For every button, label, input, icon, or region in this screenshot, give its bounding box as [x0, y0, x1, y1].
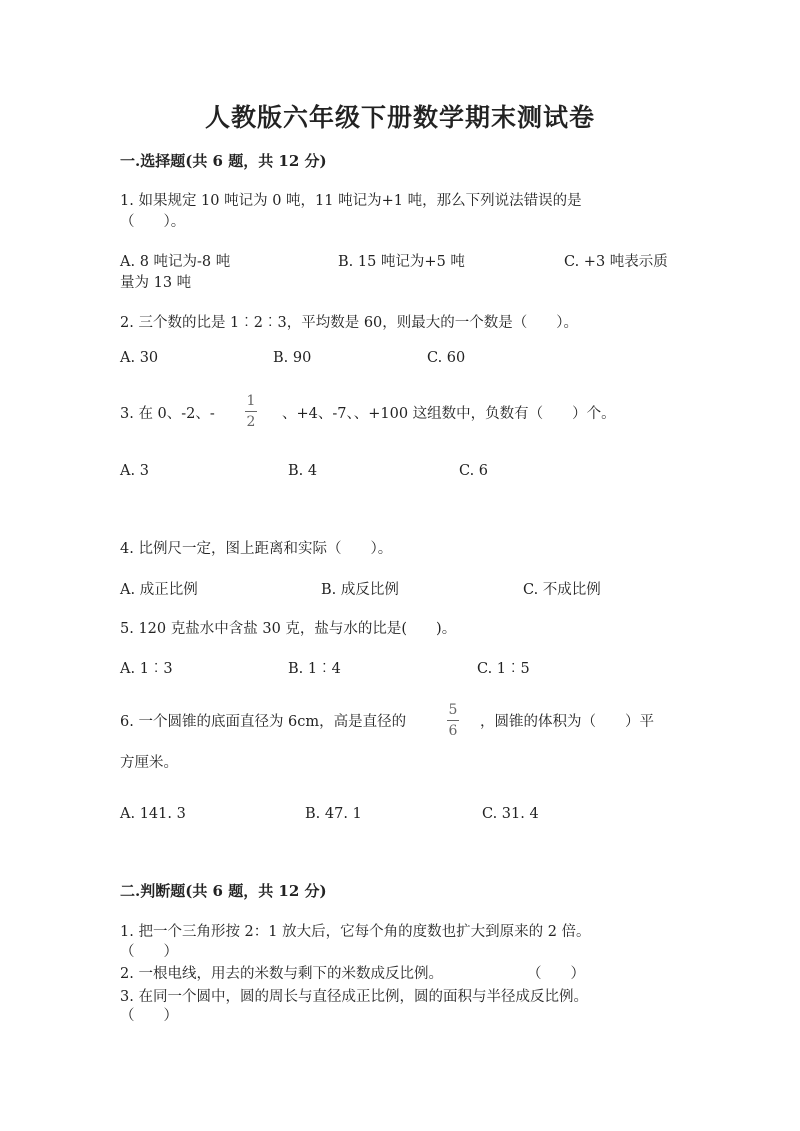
question-1-option-c-continued: 量为 13 吨	[120, 275, 192, 291]
question-2-text: 2. 三个数的比是 1︰2︰3，平均数是 60，则最大的一个数是（ ）。	[120, 315, 579, 331]
question-6-fraction	[447, 702, 459, 739]
section-heading-choice: 一.选择题(共 6 题，共 12 分)	[120, 152, 327, 170]
judgment-1-answer-blank: （ ）	[120, 944, 178, 960]
question-2-option-b: B. 90	[273, 350, 312, 366]
fraction-numerator: 5	[448, 702, 458, 718]
question-3-option-a: A. 3	[120, 463, 149, 479]
section-heading-judgment: 二.判断题(共 6 题，共 12 分)	[120, 882, 327, 900]
fraction-denominator: 2	[246, 414, 256, 430]
question-1-text: 1. 如果规定 10 吨记为 0 吨，11 吨记为+1 吨，那么下列说法错误的是	[120, 193, 582, 209]
judgment-2-answer-blank: （ ）	[527, 966, 585, 982]
question-6-text-start: 6. 一个圆锥的底面直径为 6cm，高是直径的	[120, 714, 407, 730]
judgment-3-text: 3. 在同一个圆中，圆的周长与直径成正比例，圆的面积与半径成反比例。	[120, 989, 588, 1005]
question-6-option-a: A. 141. 3	[120, 806, 186, 822]
question-4-option-a: A. 成正比例	[120, 582, 198, 598]
question-2-option-a: A. 30	[120, 350, 159, 366]
judgment-2-text: 2. 一根电线，用去的米数与剩下的米数成反比例。	[120, 966, 443, 982]
question-5-option-a: A. 1︰3	[120, 661, 173, 677]
question-3-fraction	[245, 393, 257, 430]
question-5-text: 5. 120 克盐水中含盐 30 克，盐与水的比是( )。	[120, 621, 457, 637]
question-4-option-b: B. 成反比例	[321, 582, 399, 598]
question-5-option-c: C. 1︰5	[477, 661, 530, 677]
question-3-option-c: C. 6	[459, 463, 489, 479]
question-4-text: 4. 比例尺一定，图上距离和实际（ ）。	[120, 541, 393, 557]
question-3-option-b: B. 4	[288, 463, 318, 479]
question-6-option-c: C. 31. 4	[482, 806, 539, 822]
question-2-option-c: C. 60	[427, 350, 466, 366]
question-1-option-b: B. 15 吨记为+5 吨	[338, 254, 465, 270]
page-title: 人教版六年级下册数学期末测试卷	[204, 103, 595, 132]
question-1-option-a: A. 8 吨记为-8 吨	[120, 254, 231, 270]
fraction-numerator: 1	[246, 393, 256, 409]
question-1-option-c: C. +3 吨表示质	[564, 254, 668, 270]
fraction-denominator: 6	[448, 723, 458, 739]
question-5-option-b: B. 1︰4	[288, 661, 341, 677]
fraction-bar	[447, 720, 459, 721]
fraction-bar	[245, 411, 257, 412]
question-6-text-end: ，圆锥的体积为（ ）平	[480, 714, 654, 730]
question-3-text-start: 3. 在 0、-2、-	[120, 406, 215, 422]
judgment-1-text: 1. 把一个三角形按 2：1 放大后，它每个角的度数也扩大到原来的 2 倍。	[120, 924, 591, 940]
question-6-option-b: B. 47. 1	[305, 806, 362, 822]
question-4-option-c: C. 不成比例	[523, 582, 601, 598]
judgment-3-answer-blank: （ ）	[120, 1008, 178, 1024]
question-3-text-end: 、+4、-7、、+100 这组数中，负数有（ ）个。	[282, 406, 616, 422]
question-1-answer-blank: （ ）。	[120, 214, 186, 230]
question-6-text-continued: 方厘米。	[120, 755, 178, 771]
